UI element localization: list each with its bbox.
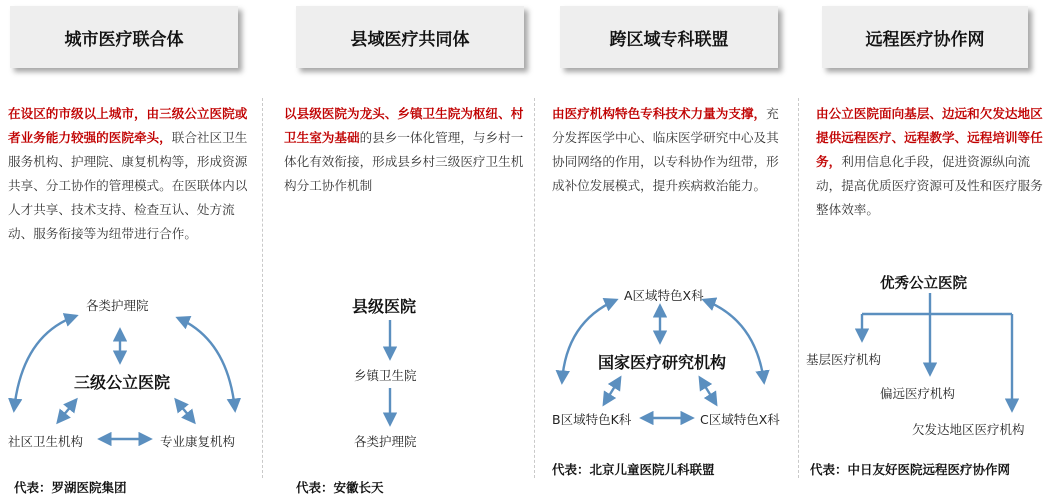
card-specialty-alliance bbox=[560, 6, 778, 68]
desc-text: 充分发挥医学中心、临床医学研究中心及其协同网络的作用，以专科协作为纽带，形成补位发展模式，提升疾病救治能力。 bbox=[552, 106, 779, 193]
node-community-health: 社区卫生机构 bbox=[8, 434, 84, 449]
title-telemedicine: 远程医疗协作网 bbox=[865, 29, 985, 50]
arrow-c-center bbox=[700, 378, 716, 404]
node-county-hospital: 县级医院 bbox=[352, 297, 417, 316]
representative-1: 代表：罗湖医院集团 bbox=[14, 480, 127, 495]
node-underdeveloped: 欠发达地区医疗机构 bbox=[912, 422, 1025, 437]
representative-4: 代表：中日友好医院远程医疗协作网 bbox=[810, 462, 1011, 477]
divider-3 bbox=[798, 98, 799, 478]
node-region-c: C区域特色X科 bbox=[700, 412, 780, 427]
node-grassroots: 基层医疗机构 bbox=[806, 352, 882, 367]
arrow-b-center bbox=[604, 378, 620, 404]
arrow-left-center bbox=[58, 400, 76, 422]
desc-highlight: 在设区的市级以上城市，由三级公立医院或者业务能力较强的医院牵头， bbox=[8, 106, 248, 145]
node-rehab: 专业康复机构 bbox=[160, 434, 236, 449]
node-nursing-homes-2: 各类护理院 bbox=[354, 434, 417, 449]
desc-highlight: 由公立医院面向基层、边远和欠发达地区提供远程医疗、远程教学、远程培训等任务， bbox=[816, 106, 1043, 169]
desc-text: 利用信息化手段，促进资源纵向流动，提高优质医疗资源可及性和医疗服务整体效率。 bbox=[816, 154, 1043, 217]
card-urban-alliance bbox=[10, 6, 238, 68]
node-region-a: A区域特色X科 bbox=[624, 288, 704, 303]
arc-left bbox=[14, 316, 76, 410]
desc-county-community bbox=[284, 102, 524, 198]
title-specialty-alliance: 跨区域专科联盟 bbox=[609, 29, 729, 50]
node-region-b: B区域特色K科 bbox=[552, 412, 632, 427]
desc-urban-alliance bbox=[8, 102, 248, 246]
desc-highlight: 以县级医院为龙头、乡镇卫生院为枢纽、村卫生室为基础 bbox=[284, 106, 524, 145]
representative-3: 代表：北京儿童医院儿科联盟 bbox=[552, 462, 715, 477]
title-urban-alliance: 城市医疗联合体 bbox=[64, 29, 184, 50]
desc-telemedicine bbox=[816, 102, 1054, 222]
node-remote: 偏远医疗机构 bbox=[880, 386, 956, 401]
node-nursing-homes: 各类护理院 bbox=[86, 298, 149, 313]
desc-specialty-alliance bbox=[552, 102, 790, 198]
node-tertiary-hospital: 三级公立医院 bbox=[74, 373, 171, 392]
node-national-institute: 国家医疗研究机构 bbox=[598, 353, 727, 372]
arc-right bbox=[178, 318, 235, 410]
divider-2 bbox=[534, 98, 535, 478]
node-township-hospital: 乡镇卫生院 bbox=[354, 368, 417, 383]
representative-2: 代表：安徽长天 bbox=[296, 480, 384, 495]
title-county-community: 县域医疗共同体 bbox=[350, 29, 470, 50]
divider-1 bbox=[262, 98, 263, 478]
desc-text: 的县乡一体化管理，与乡村一体化有效衔接，形成县乡村三级医疗卫生机构分工协作机制 bbox=[284, 130, 524, 193]
card-telemedicine bbox=[822, 6, 1028, 68]
desc-text: 联合社区卫生服务机构、护理院、康复机构等，形成资源共享、分工协作的管理模式。在医联体内以人才共享、技术支持、检查互认、处方流动、服务衔接等为纽带进行合作。 bbox=[8, 130, 248, 241]
card-county-community bbox=[296, 6, 524, 68]
arrow-right-center bbox=[176, 400, 194, 422]
desc-highlight: 由医疗机构特色专科技术力量为支撑， bbox=[552, 106, 767, 121]
node-top-hospital: 优秀公立医院 bbox=[880, 276, 967, 292]
